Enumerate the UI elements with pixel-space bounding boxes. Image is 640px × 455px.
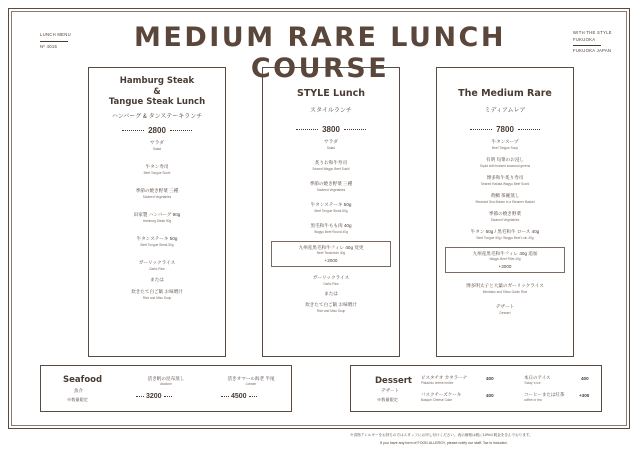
course-name: Hamburg Steak & Tangue Steak Lunch (108, 76, 206, 108)
menu-item: 季節の焼き野菜 三種 Sauteed Vegetables (135, 187, 179, 199)
course-panel-hamburg (88, 67, 226, 357)
add-option-box: 九州産黒毛和牛フィレ 40g 追加 Wagyu Beef Fillet 40g +3000 (445, 247, 565, 273)
dessert-item: ピスタチオ カタラーナ Pistachio crème brûlée (421, 375, 468, 385)
course-name: The Medium Rare (458, 88, 552, 99)
dessert-item: 本日のアイス Today 's ice (524, 375, 551, 385)
course-name: STYLE Lunch (296, 88, 366, 99)
header-right-block (573, 30, 613, 55)
course-name-jp: スタイルランチ (310, 107, 352, 114)
dessert-box (350, 365, 602, 412)
dessert-note: ※数量限定 (377, 397, 398, 402)
menu-item: 牛タンステーキ 50g Beef Tongue Steak 50g (136, 235, 178, 247)
menu-item: 季節の焼き野菜 Sauteed Vegetables (488, 210, 522, 222)
course-price: 7800 (437, 125, 573, 134)
dessert-price: 400 (486, 393, 494, 398)
upgrade-price: +2000 (324, 257, 338, 263)
dessert-price: 400 (581, 376, 589, 381)
allergy-notice-en: If you have any form of FOOD ALLERGY, please notify our staff. Tax is included. (380, 441, 508, 445)
course-panel-style (262, 67, 400, 357)
menu-item: 牛タン寿司 Beef Tongue Sushi (143, 163, 171, 175)
menu-item: 黄鯛 茶碗蒸し Steamed Sea Bream in a Steamer Basket (475, 192, 535, 204)
course-panel-medium-rare (436, 67, 574, 357)
course-name-jp: ハンバーグ & タンステーキランチ (111, 113, 203, 120)
dessert-title: Dessert (375, 376, 412, 386)
seafood-item-abalone: 活き帆の昆布蒸し Abalone (147, 376, 185, 386)
menu-item: 博多和牛炙り寿司 Seared Hakata Wagyu Beef Sushi (480, 174, 530, 186)
seafood-price-abalone: 3200 (134, 393, 174, 400)
menu-item: ガーリックライス Garlic Rice (138, 259, 176, 271)
dessert-price: 400 (486, 376, 494, 381)
menu-item-or: または (324, 290, 338, 296)
menu-item: サラダ Salad (150, 139, 164, 151)
menu-item: 炙りお和牛寿司 Seared Wagyu Beef Sushi (312, 159, 350, 171)
menu-item: 博多明太子と大葉のガーリックライス Mentaiko and Shiso Garlic Rice (466, 282, 544, 294)
menu-item: 牛タン 50g / 黒毛和牛 ロース 40g Beef Tongue 50g / Wagyu Beef Loin 40g (470, 228, 540, 240)
menu-number: Nº 4015 (40, 43, 58, 49)
menu-item: 有明 旬菜のお浸し Squid with braised seasonal greens (479, 156, 531, 168)
menu-item: デザート Dessert (495, 303, 515, 315)
menu-item-or: または (150, 276, 164, 282)
allergy-notice-jp: ※食物アレルギーをお持ちの方はスタッフにお申し付けください。表示価格は税に10%の税金を含んでおります。 (350, 433, 533, 437)
upgrade-option-box: 九州産黒毛和牛フィレ 40g 変更 Beef Tenderloin 40g +2000 (271, 241, 391, 267)
header-tagline: WITH THE STYLE FUKUOKA (573, 30, 612, 42)
menu-item: 炊きたて白ご飯 お味噌汁 Rice and Miso Soup (305, 301, 357, 313)
course-name-jp: ミディアムレア (484, 107, 526, 114)
menu-item: 季節の焼き野菜 三種 Sauteed Vegetables (309, 180, 353, 192)
menu-item: 黒毛和牛もも肉 40g Wagyu Beef Round 40g (310, 222, 352, 234)
seafood-item-lobster: 活きオマール海老 半尾 Lobster (227, 376, 275, 386)
course-price: 2800 (89, 126, 225, 135)
seafood-box (40, 365, 292, 412)
dessert-title-jp: デザート (381, 388, 399, 393)
lunch-menu-label: LUNCH MENU (40, 32, 71, 37)
dessert-item: バスクチーズケーキ Basque Cheese Cake (421, 392, 462, 402)
dessert-item: コーヒーまたは紅茶 coffee or tea (524, 392, 565, 402)
seafood-note: ※数量限定 (67, 397, 88, 402)
page-title: MEDIUM RARE LUNCH COURSE (134, 22, 506, 84)
seafood-title-jp: 魚介 (74, 388, 83, 393)
menu-item: 田家製 ハンバーグ 90g Hamburg Steak 90g (133, 211, 181, 223)
menu-item: サラダ Salad (324, 138, 338, 150)
header-location: FUKUOKA JAPAN (573, 48, 612, 54)
menu-item: 牛タンステーキ 50g Beef Tongue Steak 50g (310, 201, 352, 213)
menu-item: 炊きたて白ご飯 お味噌汁 Rice and Miso Soup (131, 288, 183, 300)
seafood-title: Seafood (63, 375, 103, 385)
add-option-price: +3000 (498, 263, 512, 269)
menu-item: ガーリックライス Garlic Rice (312, 274, 350, 286)
header-left-block (40, 32, 71, 50)
dessert-price: +300 (579, 393, 590, 398)
seafood-price-lobster: 4500 (219, 393, 259, 400)
menu-item: 牛タンスープ Beef Tongue Soup (491, 138, 519, 150)
course-price: 3800 (263, 125, 399, 134)
